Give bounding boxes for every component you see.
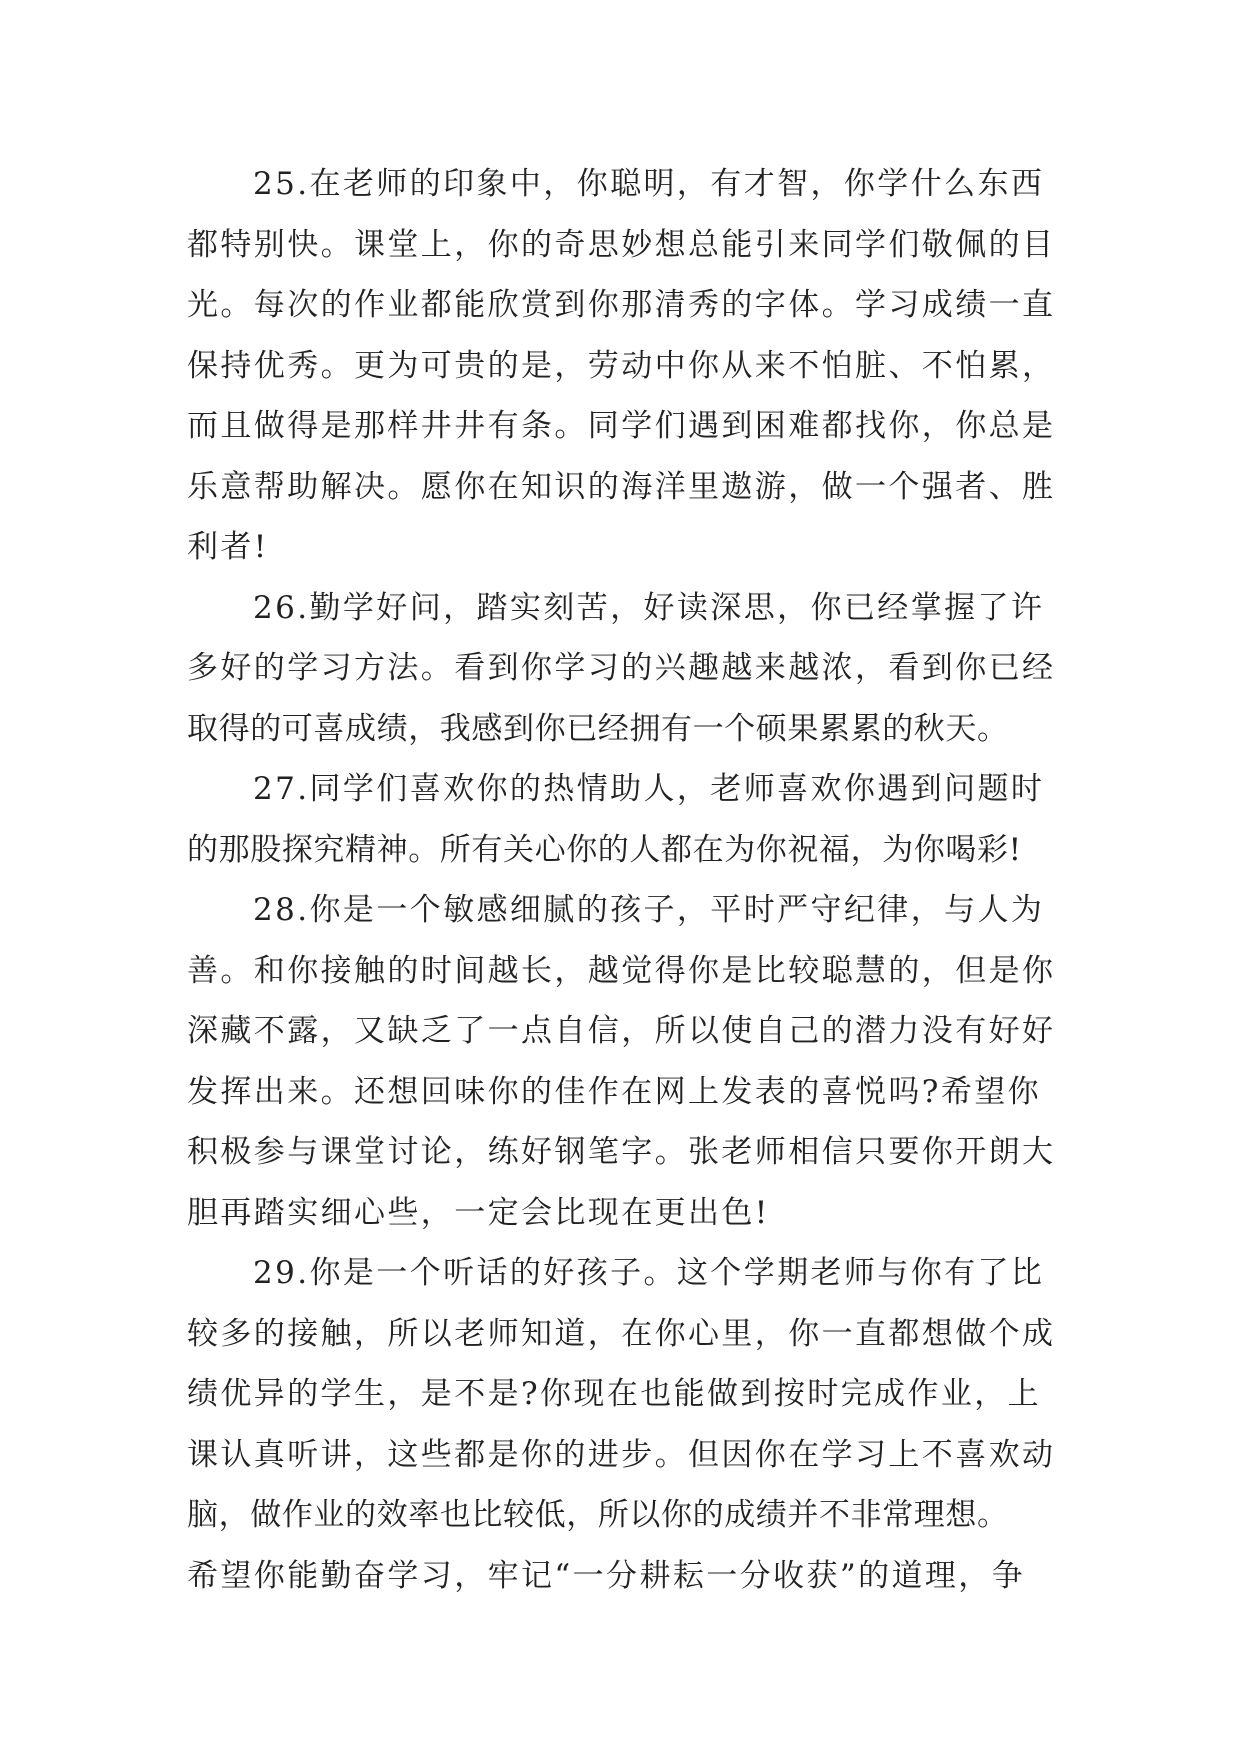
document-body	[187, 154, 1067, 1606]
paragraph-25-line-4: 保持优秀。更为可贵的是，劳动中你从来不怕脏、不怕累，	[187, 347, 1056, 384]
paragraph-27-line-1: 27.同学们喜欢你的热情助人，老师喜欢你遇到问题时	[253, 771, 1045, 807]
paragraph-29-line-4: 课认真听讲，这些都是你的进步。但因你在学习上不喜欢动	[187, 1436, 1056, 1473]
paragraph-25-line-7: 利者!	[187, 529, 269, 565]
paragraph-28-line-1: 28.你是一个敏感细腻的孩子，平时严守纪律，与人为	[253, 892, 1045, 928]
paragraph-25-line-3: 光。每次的作业都能欣赏到你那清秀的字体。学习成绩一直	[187, 287, 1056, 323]
paragraph-25-line-5: 而且做得是那样井井有条。同学们遇到困难都找你，你总是	[187, 408, 1056, 444]
paragraph-26-line-2: 多好的学习方法。看到你学习的兴趣越来越浓，看到你已经	[187, 650, 1056, 686]
paragraph-25-line-6: 乐意帮助解决。愿你在知识的海洋里遨游，做一个强者、胜	[187, 468, 1056, 505]
paragraph-28-line-3: 深藏不露，又缺乏了一点自信，所以使自己的潜力没有好好	[187, 1013, 1056, 1049]
paragraph-29-line-2: 较多的接触，所以老师知道，在你心里，你一直都想做个成	[187, 1315, 1056, 1352]
paragraph-26-line-1: 26.勤学好问，踏实刻苦，好读深思，你已经掌握了许	[253, 589, 1045, 626]
paragraph-29-line-1: 29.你是一个听话的好孩子。这个学期老师与你有了比	[253, 1255, 1045, 1291]
paragraph-29-line-3: 绩优异的学生，是不是?你现在也能做到按时完成作业，上	[187, 1376, 1042, 1412]
paragraph-25-line-2: 都特别快。课堂上，你的奇思妙想总能引来同学们敬佩的目	[187, 226, 1056, 263]
paragraph-25-line-1: 25.在老师的印象中，你聪明，有才智，你学什么东西	[253, 166, 1045, 202]
paragraph-29-line-5: 脑，做作业的效率也比较低，所以你的成绩并不非常理想。	[187, 1497, 1009, 1533]
paragraph-28-line-5: 积极参与课堂讨论，练好钢笔字。张老师相信只要你开朗大	[187, 1134, 1056, 1170]
paragraph-28-line-4: 发挥出来。还想回味你的佳作在网上发表的喜悦吗?希望你	[187, 1073, 1042, 1110]
paragraph-29-line-6: 希望你能勤奋学习，牢记“一分耕耘一分收获”的道理，争	[187, 1557, 1026, 1594]
paragraph-28-line-2: 善。和你接触的时间越长，越觉得你是比较聪慧的，但是你	[187, 952, 1056, 989]
paragraph-28-line-6: 胆再踏实细心些，一定会比现在更出色!	[187, 1194, 770, 1231]
paragraph-27-line-2: 的那股探究精神。所有关心你的人都在为你祝福，为你喝彩!	[187, 831, 1022, 868]
paragraph-26-line-3: 取得的可喜成绩，我感到你已经拥有一个硕果累累的秋天。	[187, 710, 1009, 747]
